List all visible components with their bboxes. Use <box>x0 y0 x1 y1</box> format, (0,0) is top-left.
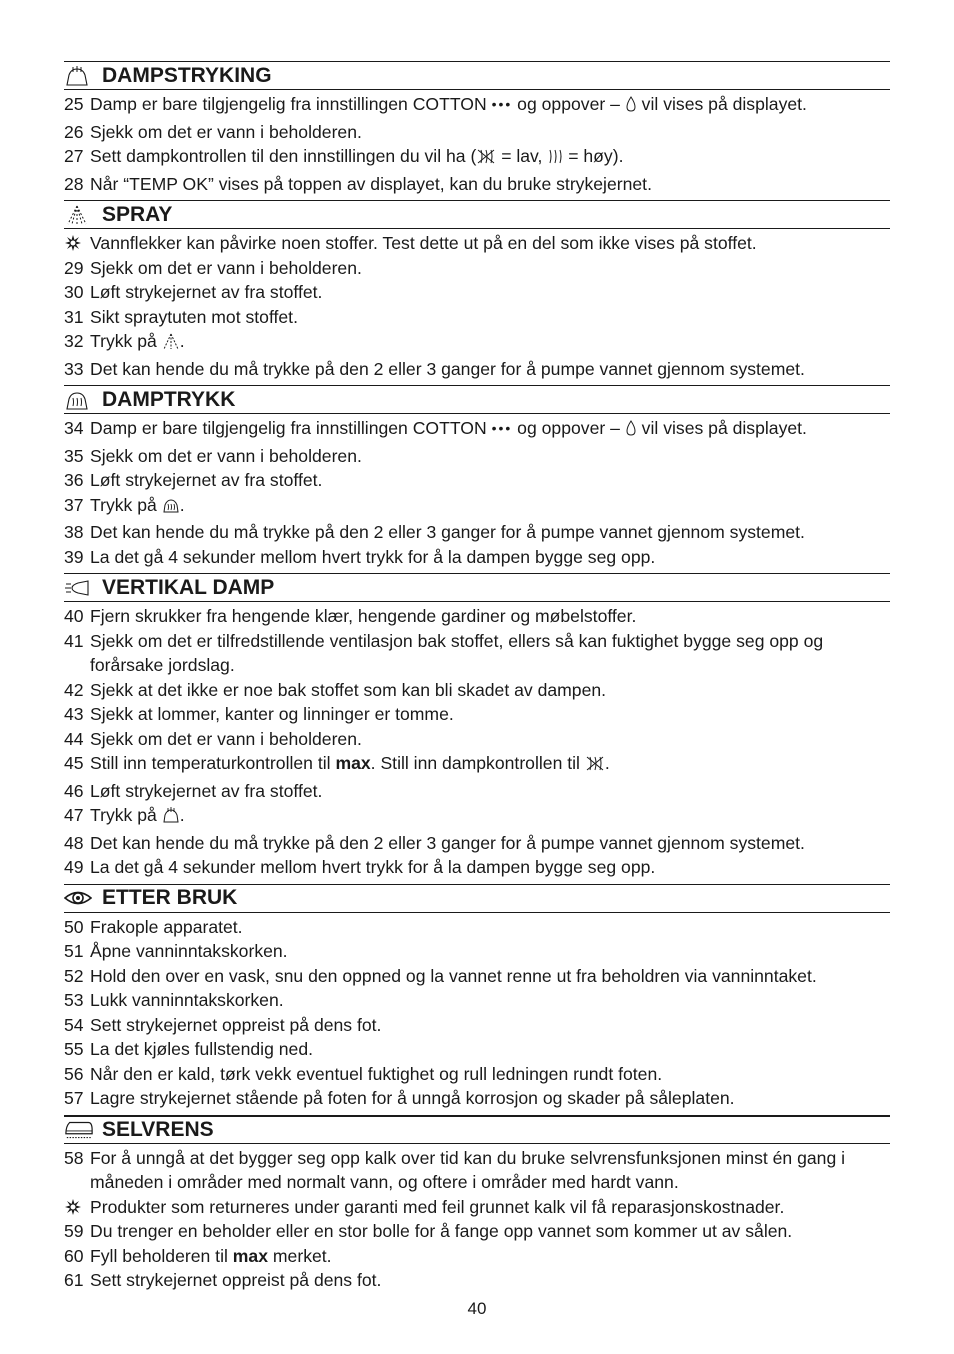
eye-icon <box>64 887 94 909</box>
section-header-selvrens <box>64 1115 890 1144</box>
list-item: 40 Fjern skrukker fra hengende klær, hengende gardiner og møbelstoffer. <box>64 606 637 626</box>
list-item: 25 Damp er bare tilgjengelig fra innstillingen COTTON ••• og oppover – vil vises på displayet. <box>64 92 890 120</box>
list-item: 35 Sjekk om det er vann i beholderen. <box>64 445 362 466</box>
list-item: 51 Åpne vanninntakskorken. <box>64 941 288 961</box>
list-item: 39 La det gå 4 sekunder mellom hvert trykk for å la dampen bygge seg opp. <box>64 546 656 567</box>
list-item: 57 Lagre strykejernet stående på foten for å unngå korrosjon og skader på såleplaten. <box>64 1088 735 1108</box>
list-item: Produkter som returneres under garanti med feil grunnet kalk vil få reparasjonskostnader. <box>64 1195 890 1220</box>
steam-shot-icon <box>162 496 180 521</box>
list-item: 32 Trykk på . <box>64 329 890 357</box>
list-item: 28 Når “TEMP OK” vises på toppen av displayet, kan du bruke strykejernet. <box>64 173 652 194</box>
warning-icon <box>64 1195 90 1220</box>
list-item: 26 Sjekk om det er vann i beholderen. <box>64 121 362 142</box>
steam-ironing-icon <box>162 806 180 831</box>
warning-icon <box>64 231 90 256</box>
list-item: 45 Still inn temperaturkontrollen til max. Still inn dampkontrollen til . <box>64 751 890 779</box>
manual-page <box>64 61 890 1293</box>
list-item: 37 Trykk på . <box>64 493 890 521</box>
list-item: 44 Sjekk om det er vann i beholderen. <box>64 728 362 749</box>
list-item: 55 La det kjøles fullstendig ned. <box>64 1039 313 1059</box>
steam-high-icon <box>547 147 563 172</box>
list-item: 54 Sett strykejernet oppreist på dens fot. <box>64 1014 382 1035</box>
list-item: 30 Løft strykejernet av fra stoffet. <box>64 282 323 302</box>
section-title: SPRAY <box>102 202 173 226</box>
list-item: 61 Sett strykejernet oppreist på dens fot. <box>64 1270 382 1290</box>
list-item: 48 Det kan hende du må trykke på den 2 eller 3 ganger for å pumpe vannet gjennom systemet. <box>64 832 805 853</box>
list-item: 59 Du trenger en beholder eller en stor bolle for å fange opp vannet som kommer ut av sålen. <box>64 1221 793 1241</box>
list-item: 27 Sett dampkontrollen til den innstillingen du vil ha ( = lav, = høy). <box>64 144 890 172</box>
list-item: 34 Damp er bare tilgjengelig fra innstillingen COTTON ••• og oppover – vil vises på displayet. <box>64 416 890 444</box>
section-header-damptrykk <box>64 385 890 414</box>
vertical-steam-icon <box>64 577 94 599</box>
steam-max-icon <box>585 754 605 779</box>
section-header-spray <box>64 200 890 229</box>
list-item: 47 Trykk på . <box>64 803 890 831</box>
steam-drop-icon <box>625 95 637 120</box>
steam-low-icon <box>476 147 496 172</box>
list-item: 43 Sjekk at lommer, kanter og linninger er tomme. <box>64 704 454 724</box>
list-item: 42 Sjekk at det ikke er noe bak stoffet som kan bli skadet av dampen. <box>64 679 607 700</box>
list-item: 38 Det kan hende du må trykke på den 2 eller 3 ganger for å pumpe vannet gjennom systemet. <box>64 522 805 542</box>
section-title: VERTIKAL DAMP <box>102 575 275 599</box>
steam-ironing-icon <box>64 65 94 87</box>
list-item: 58 For å unngå at det bygger seg opp kalk over tid kan du bruke selvrensfunksjonen minst én gang i måneden i områder med normalt vann, og oftere i områder med hardt vann. <box>64 1147 846 1192</box>
list-item: 60 Fyll beholderen til max merket. <box>64 1245 332 1266</box>
spray-icon <box>64 204 94 226</box>
spray-icon <box>162 332 180 357</box>
list-item: 41 Sjekk om det er tilfredstillende ventilasjon bak stoffet, ellers så kan fuktighet bygge seg opp og forårsake jordslag. <box>64 630 824 675</box>
section-header-etter-bruk <box>64 884 890 913</box>
section-title: SELVRENS <box>102 1117 214 1141</box>
list-item: 33 Det kan hende du må trykke på den 2 eller 3 ganger for å pumpe vannet gjennom systemet. <box>64 358 805 379</box>
list-item: 53 Lukk vanninntakskorken. <box>64 990 284 1010</box>
section-header-vertikal-damp <box>64 573 890 602</box>
self-clean-icon <box>64 1119 94 1141</box>
page-number: 40 <box>467 1299 487 1318</box>
section-title: DAMPSTRYKING <box>102 63 272 87</box>
section-header-dampstryking <box>64 61 890 90</box>
list-item: 29 Sjekk om det er vann i beholderen. <box>64 257 362 278</box>
list-item: 31 Sikt spraytuten mot stoffet. <box>64 306 298 327</box>
section-title: ETTER BRUK <box>102 886 238 909</box>
steam-drop-icon <box>625 419 637 444</box>
section-title: DAMPTRYKK <box>102 387 236 411</box>
steam-shot-icon <box>64 389 94 411</box>
list-item: 52 Hold den over en vask, snu den oppned og la vannet renne ut fra beholdren via vanninntaket. <box>64 965 817 986</box>
list-item: 49 La det gå 4 sekunder mellom hvert trykk for å la dampen bygge seg opp. <box>64 857 656 877</box>
list-item: 46 Løft strykejernet av fra stoffet. <box>64 780 323 801</box>
list-item: Vannflekker kan påvirke noen stoffer. Test dette ut på en del som ikke vises på stoffet. <box>64 231 890 256</box>
list-item: 50 Frakople apparatet. <box>64 916 243 937</box>
list-item: 56 Når den er kald, tørk vekk eventuel fuktighet og rull ledningen rundt foten. <box>64 1063 663 1084</box>
list-item: 36 Løft strykejernet av fra stoffet. <box>64 470 323 490</box>
